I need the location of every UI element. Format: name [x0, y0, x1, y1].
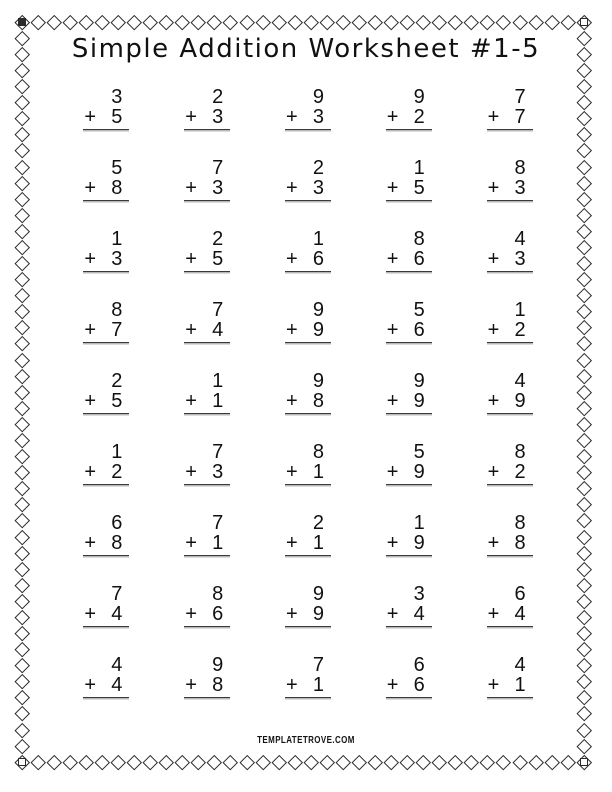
addition-problem [386, 300, 432, 364]
addend-bottom: 3 [212, 177, 224, 199]
addend-bottom: 9 [514, 390, 526, 412]
addend-top: 7 [212, 157, 224, 179]
addition-problem [184, 655, 230, 719]
plus-operator: + [487, 248, 500, 270]
plus-operator: + [285, 532, 298, 554]
answer-line [487, 604, 533, 627]
plus-operator: + [285, 319, 298, 341]
answer-line [285, 249, 331, 272]
addend-top: 4 [514, 228, 526, 250]
answer-line [184, 320, 230, 343]
plus-operator: + [84, 248, 97, 270]
addend-top: 1 [413, 157, 425, 179]
addend-top: 7 [212, 512, 224, 534]
addend-bottom: 6 [413, 319, 425, 341]
addend-top: 6 [413, 654, 425, 676]
addend-top: 6 [514, 583, 526, 605]
addend-top: 7 [212, 441, 224, 463]
answer-line [83, 675, 129, 698]
answer-line [386, 675, 432, 698]
addition-problem [386, 584, 432, 648]
plus-operator: + [386, 177, 399, 199]
plus-operator: + [487, 106, 500, 128]
addend-bottom: 7 [111, 319, 123, 341]
addition-problem [83, 584, 129, 648]
answer-line [386, 533, 432, 556]
answer-line [285, 178, 331, 201]
answer-line [184, 391, 230, 414]
answer-line [184, 533, 230, 556]
addend-top: 2 [212, 86, 224, 108]
addend-bottom: 9 [413, 532, 425, 554]
addition-problem [285, 655, 331, 719]
plus-operator: + [487, 532, 500, 554]
addend-bottom: 3 [111, 248, 123, 270]
addition-problem [83, 158, 129, 222]
answer-line [487, 462, 533, 485]
addend-top: 1 [413, 512, 425, 534]
addend-top: 2 [111, 370, 123, 392]
addition-problem [184, 300, 230, 364]
addend-bottom: 9 [312, 603, 324, 625]
addend-bottom: 3 [514, 248, 526, 270]
addend-bottom: 5 [111, 106, 123, 128]
answer-line [487, 320, 533, 343]
addend-bottom: 4 [514, 603, 526, 625]
answer-line [83, 391, 129, 414]
answer-line [285, 462, 331, 485]
plus-operator: + [185, 177, 197, 199]
addend-bottom: 6 [312, 248, 324, 270]
addition-problem [184, 513, 230, 577]
plus-operator: + [487, 177, 500, 199]
addition-problem [487, 655, 533, 719]
plus-operator: + [285, 248, 298, 270]
addend-top: 2 [212, 228, 224, 250]
answer-line [83, 604, 129, 627]
addition-problem [285, 87, 331, 151]
addend-bottom: 8 [111, 177, 123, 199]
plus-operator: + [185, 248, 197, 270]
answer-line [83, 249, 129, 272]
addition-problem [487, 442, 533, 506]
addition-problem [184, 229, 230, 293]
addition-problem [386, 87, 432, 151]
addend-bottom: 4 [111, 674, 123, 696]
addend-bottom: 2 [111, 461, 123, 483]
addend-bottom: 1 [212, 532, 224, 554]
plus-operator: + [285, 390, 298, 412]
addition-problem [83, 87, 129, 151]
addend-bottom: 2 [514, 319, 526, 341]
addend-top: 1 [514, 299, 526, 321]
addition-problem [386, 158, 432, 222]
answer-line [83, 533, 129, 556]
addend-bottom: 4 [111, 603, 123, 625]
plus-operator: + [285, 177, 298, 199]
plus-operator: + [84, 532, 97, 554]
plus-operator: + [386, 461, 399, 483]
addition-problem [184, 371, 230, 435]
answer-line [386, 391, 432, 414]
addend-bottom: 8 [212, 674, 224, 696]
addend-bottom: 7 [514, 106, 526, 128]
addition-problem [83, 229, 129, 293]
plus-operator: + [185, 461, 197, 483]
addend-top: 3 [111, 86, 123, 108]
answer-line [83, 107, 129, 130]
plus-operator: + [185, 674, 197, 696]
plus-operator: + [84, 603, 97, 625]
addition-problem [285, 513, 331, 577]
plus-operator: + [386, 106, 399, 128]
answer-line [285, 391, 331, 414]
addend-bottom: 4 [212, 319, 224, 341]
addend-bottom: 1 [312, 674, 324, 696]
addend-top: 8 [111, 299, 123, 321]
addend-top: 6 [111, 512, 123, 534]
addend-bottom: 3 [212, 461, 224, 483]
addend-bottom: 9 [413, 390, 425, 412]
addend-bottom: 6 [413, 674, 425, 696]
plus-operator: + [185, 532, 197, 554]
answer-line [285, 533, 331, 556]
addend-top: 4 [111, 654, 123, 676]
addition-problem [386, 442, 432, 506]
addend-top: 5 [111, 157, 123, 179]
addition-problem [184, 584, 230, 648]
addition-problem [285, 300, 331, 364]
addend-bottom: 3 [514, 177, 526, 199]
plus-operator: + [386, 248, 399, 270]
addition-problem [285, 229, 331, 293]
addition-problem [487, 229, 533, 293]
addition-problem [487, 584, 533, 648]
answer-line [386, 178, 432, 201]
addend-top: 8 [413, 228, 425, 250]
plus-operator: + [386, 319, 399, 341]
addition-problem [83, 442, 129, 506]
plus-operator: + [185, 319, 197, 341]
addend-top: 9 [413, 370, 425, 392]
plus-operator: + [84, 319, 97, 341]
answer-line [83, 320, 129, 343]
addition-problem [83, 300, 129, 364]
addend-top: 1 [212, 370, 224, 392]
addend-top: 5 [413, 441, 425, 463]
addition-problem [487, 158, 533, 222]
answer-line [386, 462, 432, 485]
addend-bottom: 5 [212, 248, 224, 270]
addend-bottom: 8 [312, 390, 324, 412]
plus-operator: + [84, 674, 97, 696]
addition-problem [184, 442, 230, 506]
answer-line [487, 533, 533, 556]
plus-operator: + [386, 390, 399, 412]
answer-line [285, 107, 331, 130]
addend-bottom: 8 [514, 532, 526, 554]
addition-problem [487, 371, 533, 435]
addend-bottom: 3 [312, 106, 324, 128]
problems-grid [56, 80, 560, 719]
addition-problem [386, 229, 432, 293]
addend-bottom: 1 [514, 674, 526, 696]
addition-problem [487, 300, 533, 364]
answer-line [386, 320, 432, 343]
addition-problem [184, 158, 230, 222]
addition-problem [386, 371, 432, 435]
addend-top: 2 [312, 157, 324, 179]
addend-top: 3 [413, 583, 425, 605]
addition-problem [386, 513, 432, 577]
addend-bottom: 9 [413, 461, 425, 483]
addend-top: 7 [514, 86, 526, 108]
addition-problem [487, 87, 533, 151]
addend-bottom: 3 [212, 106, 224, 128]
plus-operator: + [285, 461, 298, 483]
addend-bottom: 6 [212, 603, 224, 625]
addend-top: 8 [312, 441, 324, 463]
addend-top: 9 [312, 583, 324, 605]
addend-top: 7 [111, 583, 123, 605]
answer-line [487, 391, 533, 414]
plus-operator: + [285, 106, 298, 128]
worksheet-title: Simple Addition Worksheet #1-5 [71, 34, 541, 64]
footer-credit: TEMPLATETROVE.COM [257, 735, 355, 746]
addend-top: 1 [111, 441, 123, 463]
addend-top: 1 [111, 228, 123, 250]
plus-operator: + [386, 674, 399, 696]
answer-line [386, 107, 432, 130]
addend-bottom: 1 [312, 532, 324, 554]
addition-problem [386, 655, 432, 719]
answer-line [83, 178, 129, 201]
addition-problem [83, 371, 129, 435]
addend-top: 8 [212, 583, 224, 605]
addition-problem [487, 513, 533, 577]
addend-bottom: 1 [312, 461, 324, 483]
addend-top: 2 [312, 512, 324, 534]
answer-line [386, 249, 432, 272]
plus-operator: + [185, 106, 197, 128]
answer-line [487, 107, 533, 130]
addition-problem [285, 442, 331, 506]
addend-bottom: 9 [312, 319, 324, 341]
plus-operator: + [487, 390, 500, 412]
addend-top: 9 [312, 299, 324, 321]
plus-operator: + [487, 461, 500, 483]
addend-top: 9 [312, 370, 324, 392]
plus-operator: + [487, 603, 500, 625]
addition-problem [285, 584, 331, 648]
answer-line [184, 107, 230, 130]
answer-line [184, 462, 230, 485]
plus-operator: + [487, 319, 500, 341]
addend-top: 8 [514, 157, 526, 179]
plus-operator: + [386, 532, 399, 554]
addend-bottom: 2 [413, 106, 425, 128]
addend-bottom: 8 [111, 532, 123, 554]
plus-operator: + [487, 674, 500, 696]
answer-line [184, 249, 230, 272]
addend-top: 9 [413, 86, 425, 108]
addend-bottom: 3 [312, 177, 324, 199]
addend-bottom: 2 [514, 461, 526, 483]
answer-line [285, 320, 331, 343]
plus-operator: + [185, 603, 197, 625]
addition-problem [83, 513, 129, 577]
addend-top: 1 [312, 228, 324, 250]
addend-bottom: 5 [111, 390, 123, 412]
plus-operator: + [84, 106, 97, 128]
plus-operator: + [84, 390, 97, 412]
answer-line [487, 178, 533, 201]
answer-line [487, 675, 533, 698]
addend-top: 4 [514, 370, 526, 392]
addend-top: 8 [514, 441, 526, 463]
answer-line [386, 604, 432, 627]
plus-operator: + [84, 461, 97, 483]
addition-problem [285, 371, 331, 435]
addend-bottom: 1 [212, 390, 224, 412]
answer-line [487, 249, 533, 272]
addend-top: 4 [514, 654, 526, 676]
answer-line [285, 675, 331, 698]
addend-bottom: 4 [413, 603, 425, 625]
answer-line [184, 675, 230, 698]
addend-bottom: 6 [413, 248, 425, 270]
addend-top: 7 [212, 299, 224, 321]
addition-problem [285, 158, 331, 222]
answer-line [285, 604, 331, 627]
addition-problem [83, 655, 129, 719]
answer-line [184, 178, 230, 201]
plus-operator: + [386, 603, 399, 625]
addend-top: 5 [413, 299, 425, 321]
plus-operator: + [285, 674, 298, 696]
plus-operator: + [285, 603, 298, 625]
addend-top: 9 [312, 86, 324, 108]
answer-line [184, 604, 230, 627]
plus-operator: + [185, 390, 197, 412]
plus-operator: + [84, 177, 97, 199]
answer-line [83, 462, 129, 485]
addend-top: 7 [312, 654, 324, 676]
addend-bottom: 5 [413, 177, 425, 199]
addend-top: 8 [514, 512, 526, 534]
addend-top: 9 [212, 654, 224, 676]
addition-problem [184, 87, 230, 151]
